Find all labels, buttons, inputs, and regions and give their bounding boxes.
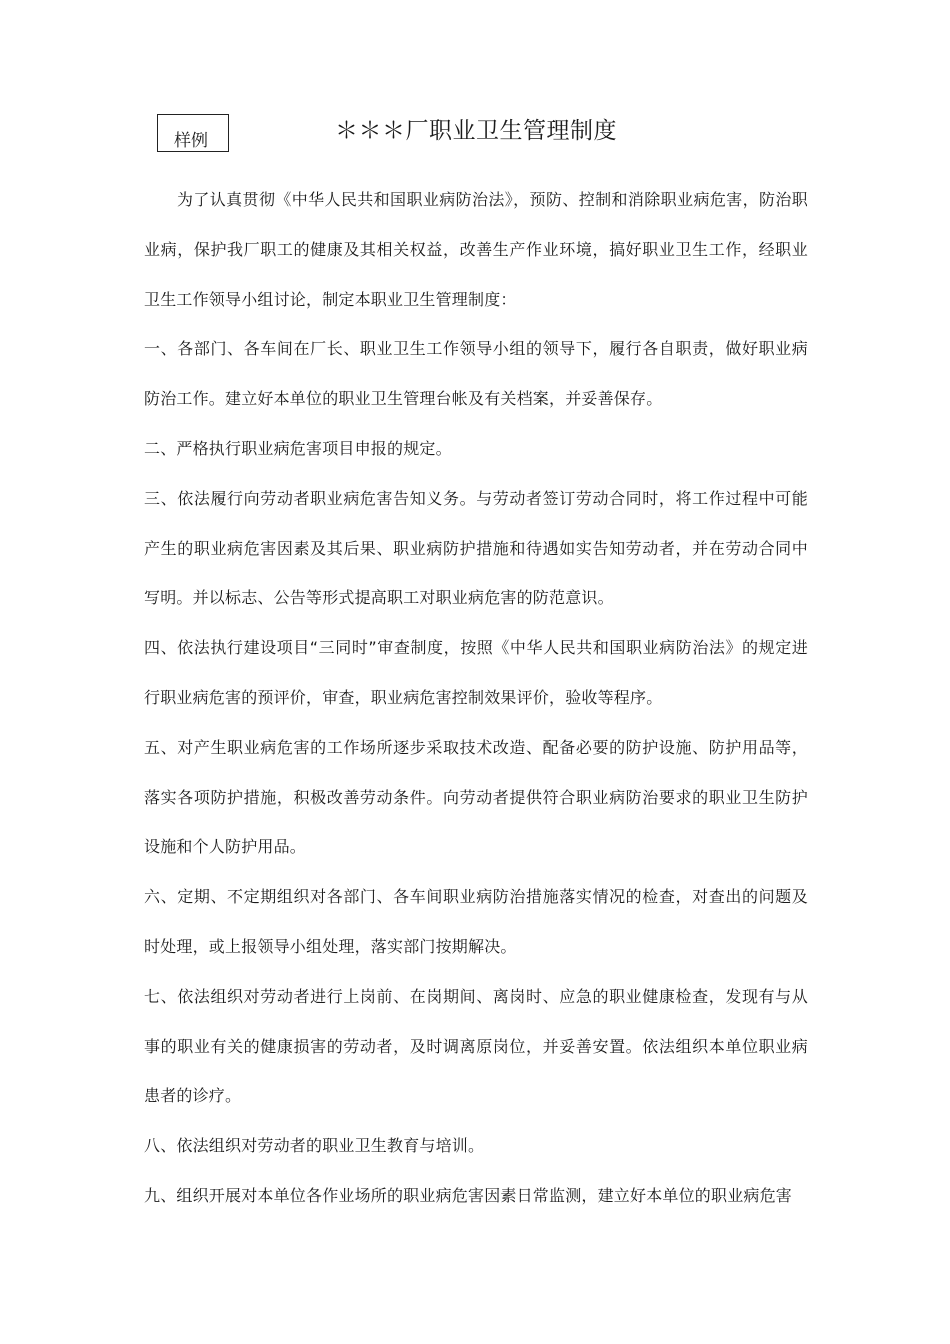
clause-5: 五、对产生职业病危害的工作场所逐步采取技术改造、配备必要的防护设施、防护用品等，落实各项防护措施，积极改善劳动条件。向劳动者提供符合职业病防治要求的职业卫生防护设施和个人防护用品。 <box>144 737 808 857</box>
sample-label-box <box>157 114 229 152</box>
document-body <box>144 175 808 1221</box>
clause-8: 八、依法组织对劳动者的职业卫生教育与培训。 <box>144 1136 485 1156</box>
document-title: ＊＊＊厂职业卫生管理制度 <box>335 118 617 144</box>
clause-7: 七、依法组织对劳动者进行上岗前、在岗期间、离岗时、应急的职业健康检查，发现有与从事的职业有关的健康损害的劳动者，及时调离原岗位，并妥善安置。依法组织本单位职业病患者的诊疗。 <box>144 986 808 1106</box>
clause-9: 九、组织开展对本单位各作业场所的职业病危害因素日常监测，建立好本单位的职业病危害 <box>144 1185 793 1205</box>
clause-2: 二、严格执行职业病危害项目申报的规定。 <box>144 438 452 458</box>
clause-6: 六、定期、不定期组织对各部门、各车间职业病防治措施落实情况的检查，对查出的问题及时处理，或上报领导小组处理，落实部门按期解决。 <box>144 887 808 956</box>
sample-label: 样例 <box>174 131 208 151</box>
clause-1: 一、各部门、各车间在厂长、职业卫生工作领导小组的领导下，履行各自职责，做好职业病防治工作。建立好本单位的职业卫生管理台帐及有关档案，并妥善保存。 <box>144 339 808 409</box>
intro-paragraph: 为了认真贯彻《中华人民共和国职业病防治法》，预防、控制和消除职业病危害，防治职业病，保护我厂职工的健康及其相关权益，改善生产作业环境，搞好职业卫生工作，经职业卫生工作领导小组讨论，制定本职业卫生管理制度： <box>144 190 808 309</box>
clause-4: 四、依法执行建设项目“三同时”审查制度，按照《中华人民共和国职业病防治法》的规定进行职业病危害的预评价，审查，职业病危害控制效果评价，验收等程序。 <box>144 638 808 707</box>
clause-3: 三、依法履行向劳动者职业病危害告知义务。与劳动者签订劳动合同时，将工作过程中可能产生的职业病危害因素及其后果、职业病防护措施和待遇如实告知劳动者，并在劳动合同中写明。并以标志、公告等形式提高职工对职业病危害的防范意识。 <box>144 488 808 608</box>
